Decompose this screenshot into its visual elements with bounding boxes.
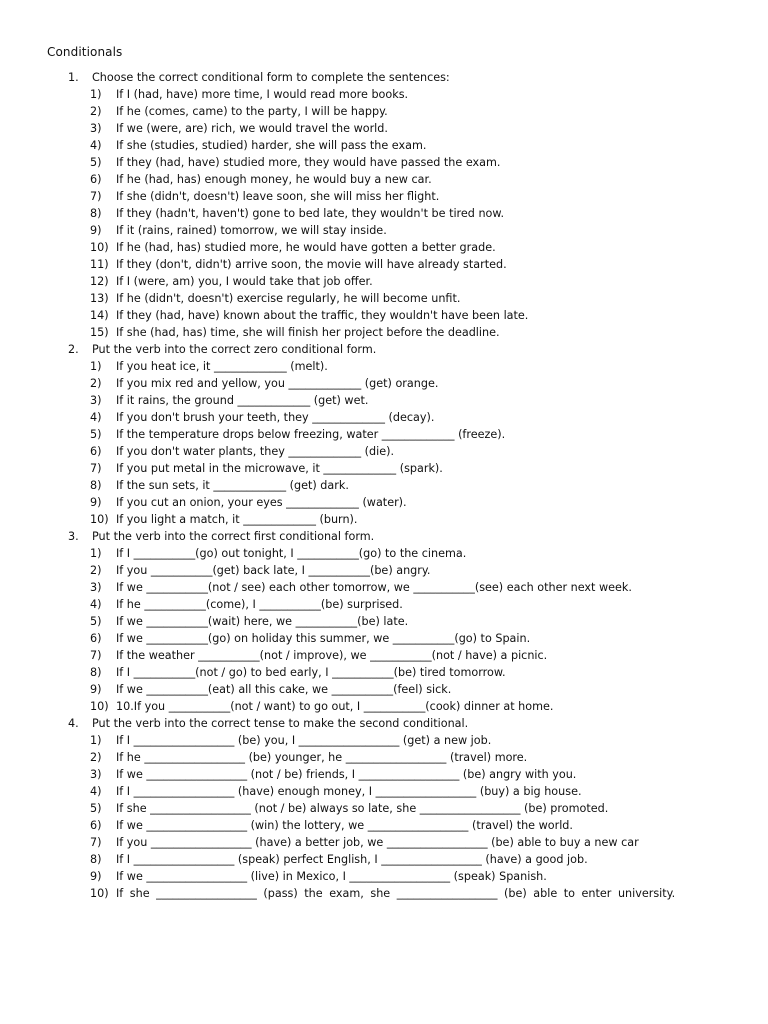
item-number: 7): [90, 836, 102, 849]
item-number: 1): [90, 360, 102, 373]
item-text: If he (comes, came) to the party, I will be happy.: [116, 105, 388, 118]
item-text: If I ___________(not / go) to bed early, I ___________(be) tired tomorrow.: [116, 666, 506, 679]
list-item: [68, 698, 724, 715]
item-number: 5): [90, 428, 102, 441]
list-item: [68, 290, 724, 307]
item-number: 10): [90, 700, 109, 713]
list-item: [68, 834, 724, 851]
list-item: [68, 307, 724, 324]
list-item: [68, 749, 724, 766]
section-number: 3.: [68, 530, 79, 543]
list-item: [68, 256, 724, 273]
section-instruction: Put the verb into the correct zero conditional form.: [92, 343, 377, 356]
item-text: If I ___________(go) out tonight, I ___________(go) to the cinema.: [116, 547, 467, 560]
item-number: 5): [90, 156, 102, 169]
item-text: If it rains, the ground _____________ (get) wet.: [116, 394, 369, 407]
list-item: [68, 443, 724, 460]
item-text: If we ___________(eat) all this cake, we ___________(feel) sick.: [116, 683, 452, 696]
section-instruction: Put the verb into the correct first conditional form.: [92, 530, 375, 543]
item-text: If he (didn't, doesn't) exercise regularly, he will become unfit.: [116, 292, 461, 305]
list-item: [68, 273, 724, 290]
list-item: [68, 562, 724, 579]
list-item: [68, 426, 724, 443]
list-item: [68, 885, 724, 902]
item-number: 4): [90, 139, 102, 152]
list-item: [68, 86, 724, 103]
item-number: 9): [90, 870, 102, 883]
item-number: 7): [90, 190, 102, 203]
item-number: 10): [90, 887, 109, 900]
item-text: If you put metal in the microwave, it _____________ (spark).: [116, 462, 443, 475]
item-text: If she __________________ (not / be) always so late, she __________________ (be) promoted.: [116, 802, 609, 815]
list-item: [68, 358, 724, 375]
list-item: [68, 681, 724, 698]
item-number: 2): [90, 105, 102, 118]
list-item: [68, 613, 724, 630]
item-number: 15): [90, 326, 109, 339]
item-number: 8): [90, 666, 102, 679]
list-item: [68, 137, 724, 154]
item-text: If you don't water plants, they _____________ (die).: [116, 445, 395, 458]
item-number: 4): [90, 411, 102, 424]
exercise-list: [68, 69, 724, 902]
item-number: 7): [90, 649, 102, 662]
item-text: If we __________________ (not / be) friends, I __________________ (be) angry with you.: [116, 768, 577, 781]
list-item: [68, 851, 724, 868]
item-text: If you cut an onion, your eyes _____________ (water).: [116, 496, 407, 509]
section-number: 1.: [68, 71, 79, 84]
list-item: [68, 545, 724, 562]
section-heading: [68, 715, 724, 732]
item-text: If we ___________(go) on holiday this summer, we ___________(go) to Spain.: [116, 632, 531, 645]
item-text: If they (hadn't, haven't) gone to bed late, they wouldn't be tired now.: [116, 207, 505, 220]
item-number: 8): [90, 479, 102, 492]
item-text: If I (had, have) more time, I would read more books.: [116, 88, 409, 101]
item-text: If you ___________(get) back late, I ___________(be) angry.: [116, 564, 431, 577]
list-item: [68, 596, 724, 613]
list-item: [68, 205, 724, 222]
list-item: [68, 630, 724, 647]
list-item: [68, 103, 724, 120]
item-text: If I __________________ (speak) perfect English, I __________________ (have) a good job.: [116, 853, 588, 866]
section-heading: [68, 341, 724, 358]
page-title: Conditionals: [47, 45, 123, 59]
item-number: 6): [90, 173, 102, 186]
list-item: [68, 817, 724, 834]
item-text: If I (were, am) you, I would take that job offer.: [116, 275, 373, 288]
list-item: [68, 375, 724, 392]
item-text: If she (had, has) time, she will finish her project before the deadline.: [116, 326, 500, 339]
item-number: 8): [90, 853, 102, 866]
list-item: [68, 171, 724, 188]
item-text: If the weather ___________(not / improve), we ___________(not / have) a picnic.: [116, 649, 548, 662]
item-text: If they (had, have) known about the traffic, they wouldn't have been late.: [116, 309, 529, 322]
item-number: 10): [90, 513, 109, 526]
item-number: 3): [90, 581, 102, 594]
list-item: [68, 239, 724, 256]
item-number: 1): [90, 734, 102, 747]
item-number: 12): [90, 275, 109, 288]
list-item: [68, 120, 724, 137]
item-text: If she __________________ (pass) the exam, she __________________ (be) able to enter university.: [116, 887, 676, 900]
item-text: If we ___________(wait) here, we ___________(be) late.: [116, 615, 409, 628]
list-item: [68, 188, 724, 205]
list-item: [68, 477, 724, 494]
item-number: 1): [90, 88, 102, 101]
item-number: 10): [90, 241, 109, 254]
item-number: 5): [90, 802, 102, 815]
item-number: 6): [90, 632, 102, 645]
item-number: 2): [90, 751, 102, 764]
item-number: 8): [90, 207, 102, 220]
list-item: [68, 800, 724, 817]
list-item: [68, 222, 724, 239]
section-number: 2.: [68, 343, 79, 356]
item-text: If you heat ice, it _____________ (melt).: [116, 360, 328, 373]
item-text: If the temperature drops below freezing, water _____________ (freeze).: [116, 428, 506, 441]
item-number: 2): [90, 564, 102, 577]
item-text: If she (studies, studied) harder, she will pass the exam.: [116, 139, 427, 152]
item-text: If you mix red and yellow, you _____________ (get) orange.: [116, 377, 439, 390]
section-heading: [68, 528, 724, 545]
section-heading: [68, 69, 724, 86]
list-item: [68, 647, 724, 664]
item-text: If he ___________(come), I ___________(be) surprised.: [116, 598, 403, 611]
item-number: 3): [90, 122, 102, 135]
list-item: [68, 766, 724, 783]
item-number: 3): [90, 768, 102, 781]
item-number: 9): [90, 683, 102, 696]
item-text: If we ___________(not / see) each other tomorrow, we ___________(see) each other next week.: [116, 581, 632, 594]
item-number: 6): [90, 819, 102, 832]
item-text: If you __________________ (have) a better job, we __________________ (be) able to buy a new car: [116, 836, 639, 849]
item-number: 6): [90, 445, 102, 458]
item-text: If we (were, are) rich, we would travel the world.: [116, 122, 388, 135]
list-item: [68, 511, 724, 528]
item-text: If the sun sets, it _____________ (get) dark.: [116, 479, 349, 492]
list-item: [68, 579, 724, 596]
section-instruction: Choose the correct conditional form to complete the sentences:: [92, 71, 450, 84]
item-number: 3): [90, 394, 102, 407]
item-text: If we __________________ (win) the lottery, we __________________ (travel) the world.: [116, 819, 573, 832]
list-item: [68, 392, 724, 409]
item-text: If it (rains, rained) tomorrow, we will stay inside.: [116, 224, 387, 237]
list-item: [68, 494, 724, 511]
item-number: 7): [90, 462, 102, 475]
item-text: If he (had, has) studied more, he would have gotten a better grade.: [116, 241, 496, 254]
section-number: 4.: [68, 717, 79, 730]
item-number: 4): [90, 598, 102, 611]
item-number: 2): [90, 377, 102, 390]
item-number: 4): [90, 785, 102, 798]
item-text: If we __________________ (live) in Mexico, I __________________ (speak) Spanish.: [116, 870, 547, 883]
section-instruction: Put the verb into the correct tense to make the second conditional.: [92, 717, 469, 730]
list-item: [68, 460, 724, 477]
item-number: 9): [90, 224, 102, 237]
item-text: If she (didn't, doesn't) leave soon, she will miss her flight.: [116, 190, 440, 203]
item-number: 13): [90, 292, 109, 305]
item-number: 9): [90, 496, 102, 509]
item-number: 11): [90, 258, 109, 271]
item-text: If he __________________ (be) younger, he __________________ (travel) more.: [116, 751, 528, 764]
item-number: 1): [90, 547, 102, 560]
list-item: [68, 409, 724, 426]
list-item: [68, 732, 724, 749]
item-text: If I __________________ (have) enough money, I __________________ (buy) a big house.: [116, 785, 582, 798]
item-text: If they (don't, didn't) arrive soon, the movie will have already started.: [116, 258, 507, 271]
item-text: If you don't brush your teeth, they _____________ (decay).: [116, 411, 435, 424]
list-item: [68, 868, 724, 885]
item-text: If you light a match, it _____________ (burn).: [116, 513, 358, 526]
item-text: 10.If you ___________(not / want) to go out, I ___________(cook) dinner at home.: [116, 700, 554, 713]
item-number: 5): [90, 615, 102, 628]
item-text: If I __________________ (be) you, I __________________ (get) a new job.: [116, 734, 492, 747]
list-item: [68, 783, 724, 800]
item-text: If they (had, have) studied more, they would have passed the exam.: [116, 156, 501, 169]
list-item: [68, 664, 724, 681]
list-item: [68, 154, 724, 171]
list-item: [68, 324, 724, 341]
item-text: If he (had, has) enough money, he would buy a new car.: [116, 173, 432, 186]
item-number: 14): [90, 309, 109, 322]
